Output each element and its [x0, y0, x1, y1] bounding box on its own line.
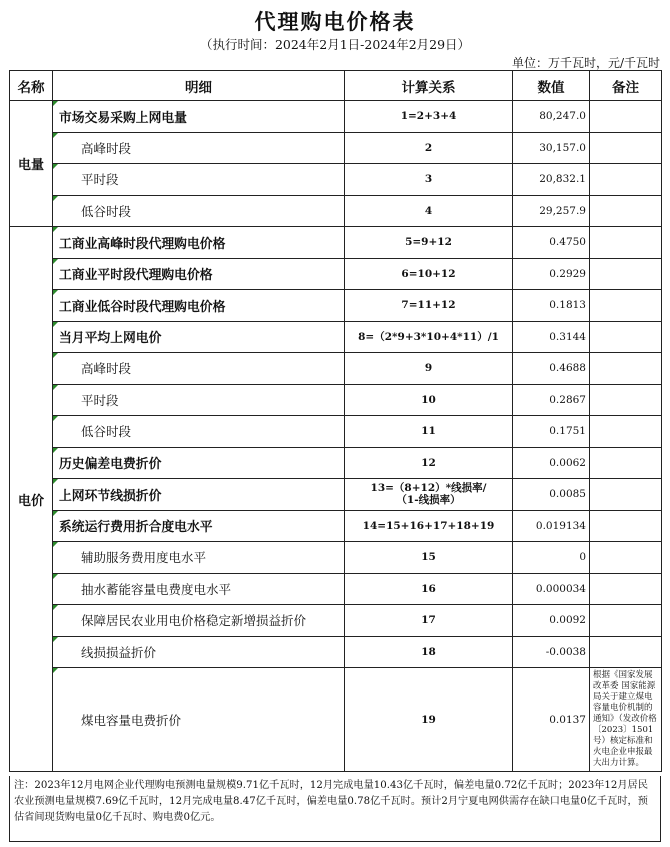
table-row — [10, 573, 662, 605]
table-row — [10, 164, 662, 196]
row-calc: 10 — [345, 384, 513, 416]
row-remark — [590, 510, 662, 542]
table-row — [10, 258, 662, 290]
row-detail: 平时段 — [53, 164, 345, 196]
row-value: 0.4688 — [513, 353, 590, 385]
header-value: 数值 — [513, 71, 590, 101]
row-calc: 11 — [345, 416, 513, 448]
header-calc: 计算关系 — [345, 71, 513, 101]
row-calc: 2 — [345, 132, 513, 164]
table-row — [10, 384, 662, 416]
unit-label: 单位：万千瓦时，元/千瓦时 — [511, 56, 660, 70]
row-remark — [590, 605, 662, 637]
row-value: 0.0085 — [513, 479, 590, 511]
table-row — [10, 101, 662, 133]
table-row — [10, 132, 662, 164]
row-value: -0.0038 — [513, 636, 590, 668]
row-remark — [590, 542, 662, 574]
row-detail: 高峰时段 — [53, 132, 345, 164]
table-row — [10, 510, 662, 542]
row-calc: 5=9+12 — [345, 227, 513, 259]
row-value: 0.000034 — [513, 573, 590, 605]
row-remark — [590, 227, 662, 259]
row-value: 0.3144 — [513, 321, 590, 353]
row-detail: 低谷时段 — [53, 416, 345, 448]
row-value: 0.1751 — [513, 416, 590, 448]
row-remark — [590, 384, 662, 416]
row-value: 0.2929 — [513, 258, 590, 290]
row-calc: 15 — [345, 542, 513, 574]
row-remark — [590, 636, 662, 668]
row-value: 0.1813 — [513, 290, 590, 322]
row-detail: 工商业高峰时段代理购电价格 — [53, 227, 345, 259]
row-detail: 工商业低谷时段代理购电价格 — [53, 290, 345, 322]
table-row — [10, 195, 662, 227]
header-remark: 备注 — [590, 71, 662, 101]
row-remark — [590, 101, 662, 133]
row-remark: 根据《国家发展改革委 国家能源局关于建立煤电容量电价机制的通知》（发改价格〔2023〕1501号）核定标准和火电企业申报最大出力计算。 — [590, 668, 662, 772]
row-value: 0 — [513, 542, 590, 574]
row-remark — [590, 164, 662, 196]
row-value: 0.019134 — [513, 510, 590, 542]
row-value: 0.4750 — [513, 227, 590, 259]
row-remark — [590, 258, 662, 290]
row-detail: 煤电容量电费折价 — [53, 668, 345, 772]
row-calc: 17 — [345, 605, 513, 637]
row-remark — [590, 353, 662, 385]
row-value: 0.0092 — [513, 605, 590, 637]
row-detail: 低谷时段 — [53, 195, 345, 227]
table-row — [10, 479, 662, 511]
category-electricity: 电量 — [10, 101, 53, 227]
row-calc: 18 — [345, 636, 513, 668]
row-calc: 3 — [345, 164, 513, 196]
row-remark — [590, 321, 662, 353]
row-detail: 平时段 — [53, 384, 345, 416]
row-remark — [590, 416, 662, 448]
row-calc: 1=2+3+4 — [345, 101, 513, 133]
table-row — [10, 227, 662, 259]
row-value: 29,257.9 — [513, 195, 590, 227]
row-detail: 保障居民农业用电价格稳定新增损益折价 — [53, 605, 345, 637]
row-calc: 4 — [345, 195, 513, 227]
footnote: 注：2023年12月电网企业代理购电预测电量规模9.71亿千瓦时，12月完成电量10.43亿千瓦时，偏差电量0.72亿千瓦时；2023年12月居民农业预测电量规模7.69亿千瓦时，12月完成电量8.47亿千瓦时，偏差电量0.78亿千瓦时。预计2月宁夏电网供需存在缺口电量0亿千瓦时，预估省间现货购电量0亿千瓦时、购电费0亿元。 — [9, 776, 661, 842]
row-remark — [590, 195, 662, 227]
price-table — [9, 70, 662, 772]
row-detail: 系统运行费用折合度电水平 — [53, 510, 345, 542]
header-row — [10, 71, 662, 101]
row-value: 0.0062 — [513, 447, 590, 479]
row-value: 80,247.0 — [513, 101, 590, 133]
table-row — [10, 321, 662, 353]
row-calc: 12 — [345, 447, 513, 479]
row-value: 0.2867 — [513, 384, 590, 416]
table-row — [10, 290, 662, 322]
row-remark — [590, 132, 662, 164]
row-remark — [590, 573, 662, 605]
row-detail: 上网环节线损折价 — [53, 479, 345, 511]
row-detail: 高峰时段 — [53, 353, 345, 385]
row-calc: 14=15+16+17+18+19 — [345, 510, 513, 542]
table-row — [10, 447, 662, 479]
row-value: 30,157.0 — [513, 132, 590, 164]
row-calc: 16 — [345, 573, 513, 605]
row-detail: 抽水蓄能容量电费度电水平 — [53, 573, 345, 605]
row-calc: 8=（2*9+3*10+4*11）/1 — [345, 321, 513, 353]
row-remark — [590, 479, 662, 511]
header-detail: 明细 — [53, 71, 345, 101]
execution-period: （执行时间：2024年2月1日-2024年2月29日） — [199, 37, 471, 52]
table-row — [10, 636, 662, 668]
row-calc: 19 — [345, 668, 513, 772]
row-detail: 工商业平时段代理购电价格 — [53, 258, 345, 290]
table-row — [10, 668, 662, 772]
header-name: 名称 — [10, 71, 53, 101]
row-detail: 历史偏差电费折价 — [53, 447, 345, 479]
table-row — [10, 416, 662, 448]
row-calc: 13=（8+12）*线损率/（1-线损率） — [345, 479, 513, 511]
row-calc: 7=11+12 — [345, 290, 513, 322]
row-calc: 9 — [345, 353, 513, 385]
category-price: 电价 — [10, 227, 53, 772]
row-calc: 6=10+12 — [345, 258, 513, 290]
table-row — [10, 353, 662, 385]
row-value: 20,832.1 — [513, 164, 590, 196]
row-remark — [590, 290, 662, 322]
row-detail: 辅助服务费用度电水平 — [53, 542, 345, 574]
page-title: 代理购电价格表 — [254, 9, 416, 34]
row-detail: 当月平均上网电价 — [53, 321, 345, 353]
row-detail: 线损损益折价 — [53, 636, 345, 668]
table-row — [10, 605, 662, 637]
row-remark — [590, 447, 662, 479]
table-row — [10, 542, 662, 574]
row-value: 0.0137 — [513, 668, 590, 772]
row-detail: 市场交易采购上网电量 — [53, 101, 345, 133]
